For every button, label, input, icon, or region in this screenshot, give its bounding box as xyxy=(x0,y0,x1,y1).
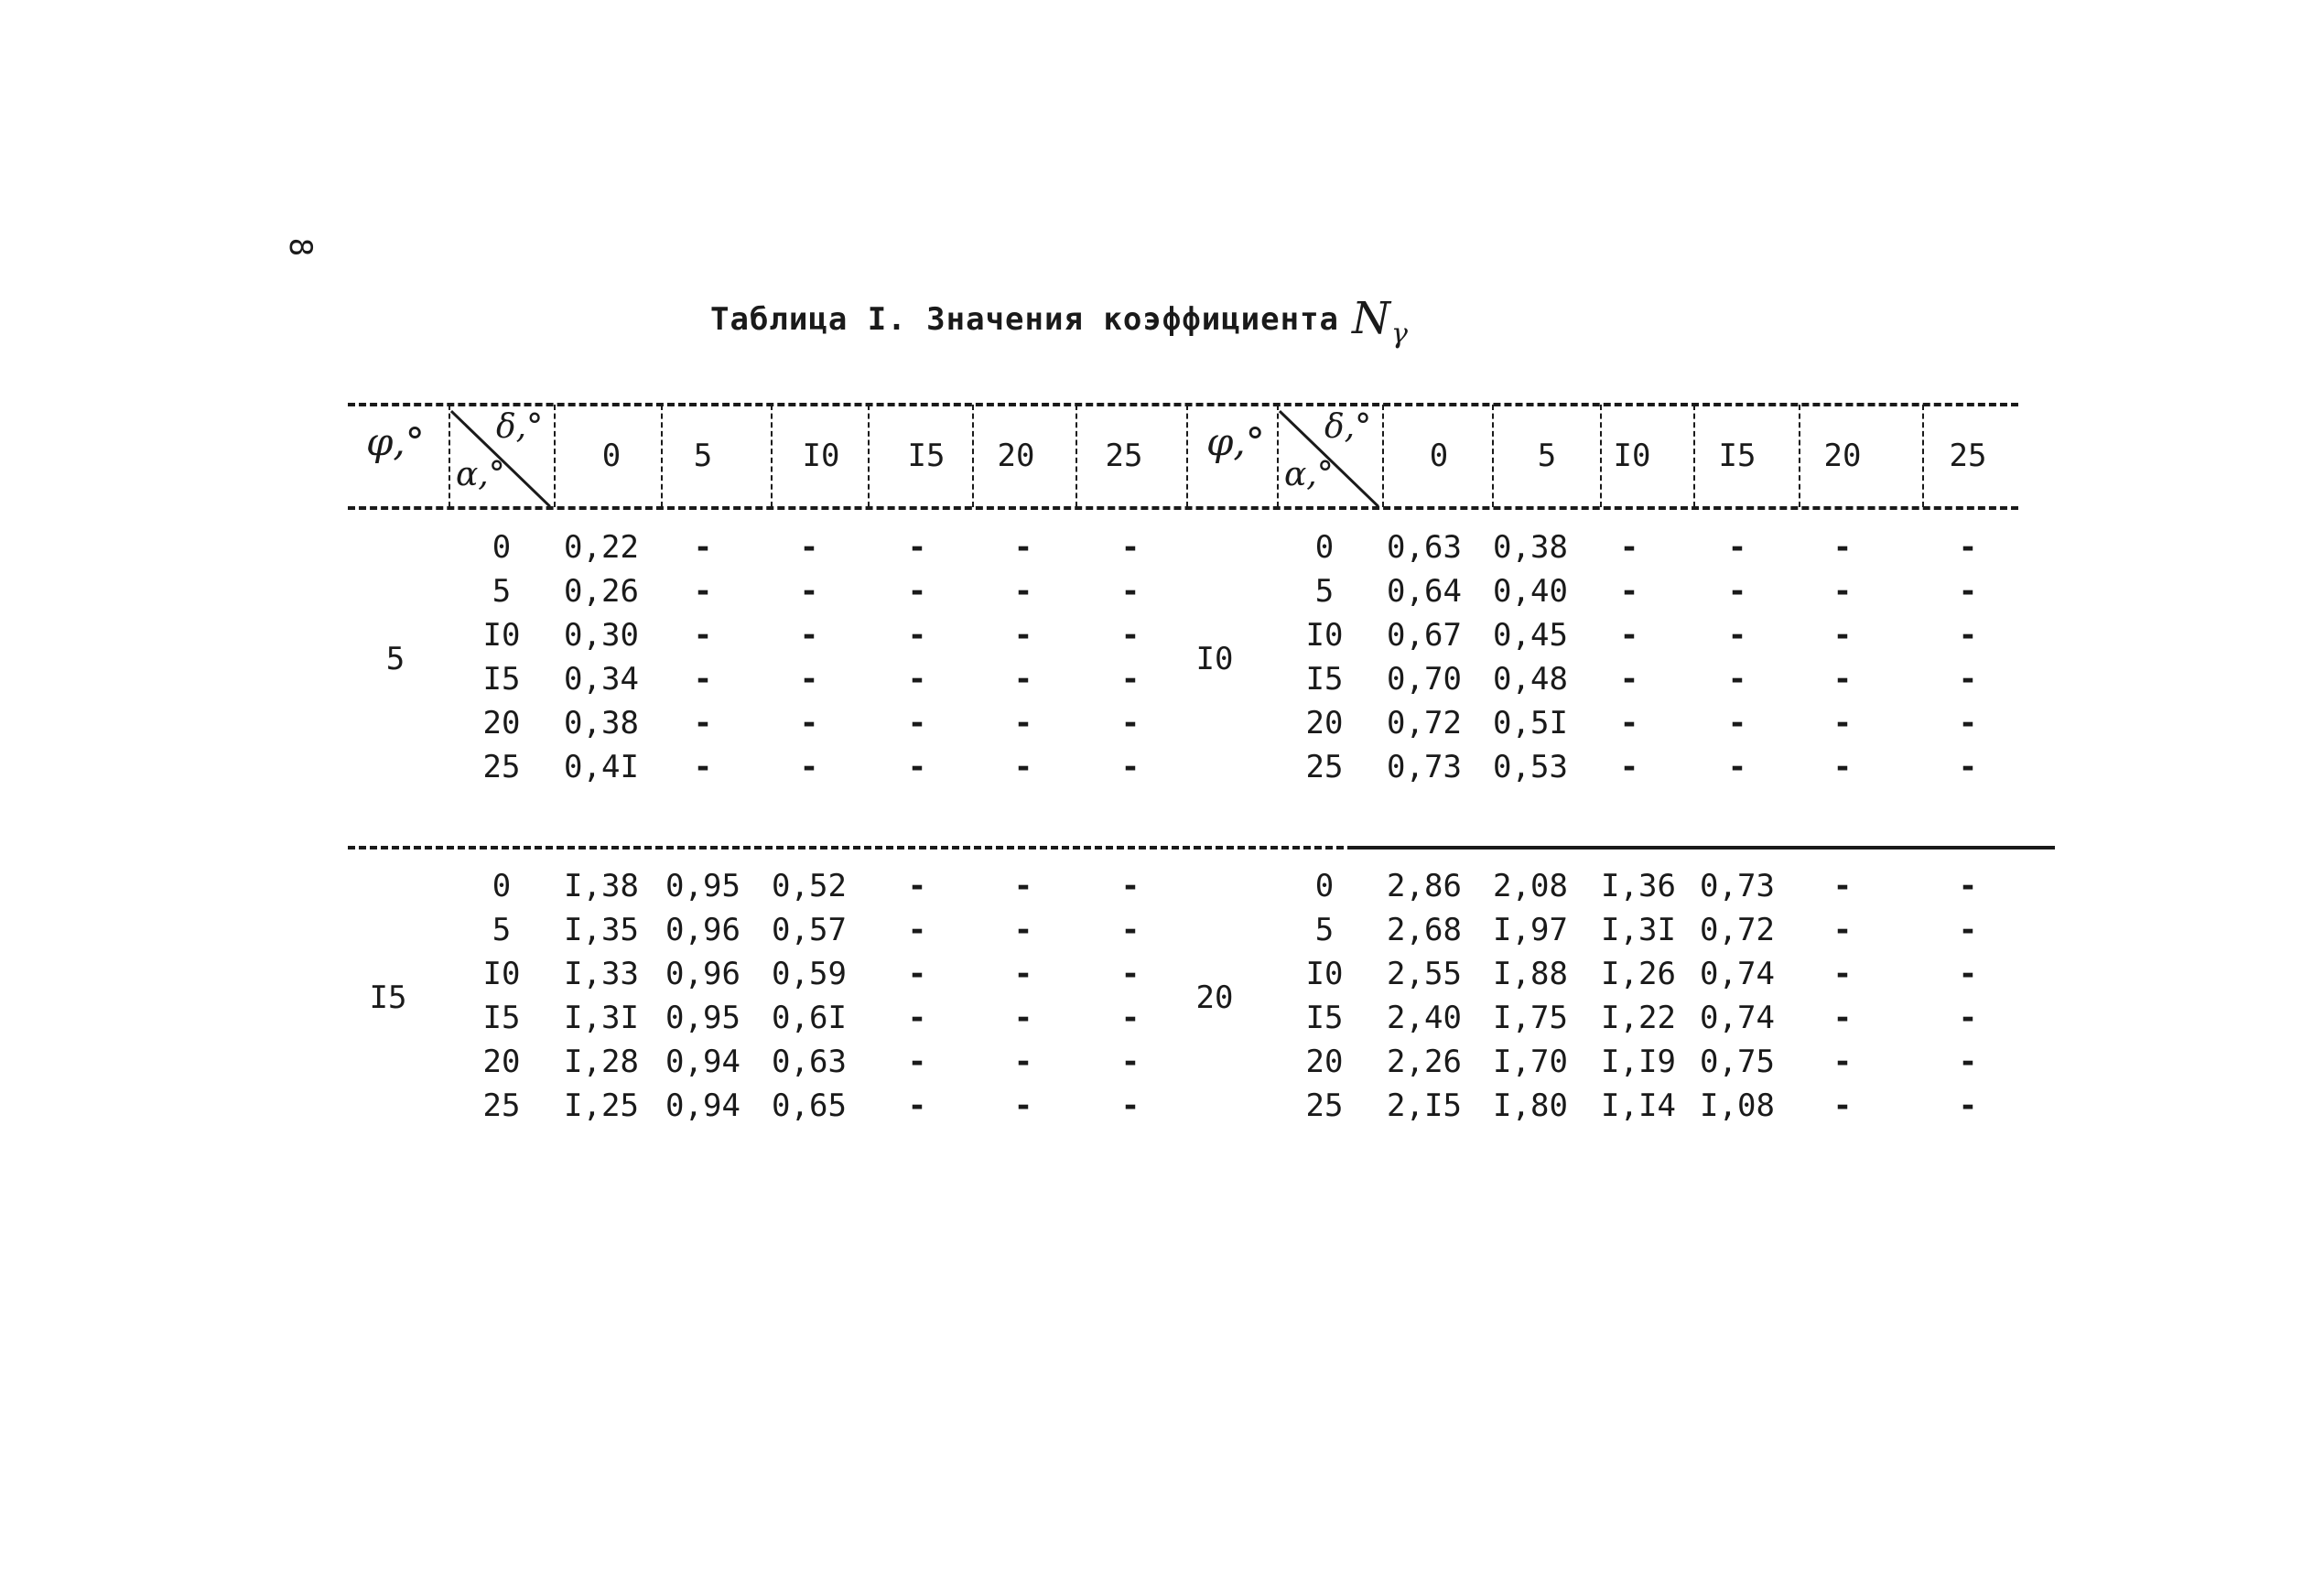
coefficient-value: 0,38 xyxy=(564,705,639,741)
coefficient-value: I,3I xyxy=(1601,912,1676,948)
empty-dash-cell: - xyxy=(1120,749,1140,785)
alpha-value: 5 xyxy=(492,912,512,948)
empty-dash-cell: - xyxy=(907,661,927,698)
delta-value-header: I5 xyxy=(1718,438,1757,474)
empty-dash-cell: - xyxy=(907,705,927,741)
empty-dash-cell: - xyxy=(907,1044,927,1080)
header-column-separator xyxy=(661,405,663,507)
empty-dash-cell: - xyxy=(1013,529,1033,566)
coefficient-value: I,33 xyxy=(564,956,639,992)
alpha-value: 0 xyxy=(1314,868,1335,904)
coefficient-value: I,75 xyxy=(1493,1000,1568,1036)
empty-dash-cell: - xyxy=(1619,617,1639,654)
empty-dash-cell: - xyxy=(1958,1087,1978,1124)
empty-dash-cell: - xyxy=(1013,573,1033,610)
empty-dash-cell: - xyxy=(907,749,927,785)
delta-header: δ,° xyxy=(1324,408,1372,446)
coefficient-value: 0,73 xyxy=(1387,749,1462,785)
coefficient-value: 0,45 xyxy=(1493,617,1568,654)
alpha-value: I5 xyxy=(482,661,521,698)
coefficient-value: 0,38 xyxy=(1493,529,1568,566)
alpha-value: I0 xyxy=(482,617,521,654)
empty-dash-cell: - xyxy=(1832,705,1853,741)
empty-dash-cell: - xyxy=(1013,1000,1033,1036)
empty-dash-cell: - xyxy=(1120,617,1140,654)
empty-dash-cell: - xyxy=(907,956,927,992)
empty-dash-cell: - xyxy=(907,912,927,948)
empty-dash-cell: - xyxy=(1619,705,1639,741)
header-column-separator xyxy=(1492,405,1494,507)
empty-dash-cell: - xyxy=(1727,573,1747,610)
header-column-separator xyxy=(771,405,773,507)
alpha-value: I5 xyxy=(482,1000,521,1036)
empty-dash-cell: - xyxy=(907,573,927,610)
phi-value: I5 xyxy=(369,979,407,1017)
phi-value: 20 xyxy=(1195,979,1234,1017)
delta-header: δ,° xyxy=(496,408,544,446)
coefficient-value: 0,64 xyxy=(1387,573,1462,610)
empty-dash-cell: - xyxy=(1958,912,1978,948)
delta-value-header: I0 xyxy=(1613,438,1651,474)
alpha-value: 5 xyxy=(492,573,512,610)
alpha-value: 20 xyxy=(1305,1044,1344,1080)
empty-dash-cell: - xyxy=(1832,1087,1853,1124)
alpha-value: I0 xyxy=(482,956,521,992)
header-column-separator xyxy=(1600,405,1602,507)
page-number: 8 xyxy=(282,237,319,257)
alpha-value: 25 xyxy=(482,749,521,785)
coefficient-value: 0,6I xyxy=(772,1000,847,1036)
coefficient-value: 0,52 xyxy=(772,868,847,904)
delta-value-header: I0 xyxy=(802,438,840,474)
empty-dash-cell: - xyxy=(1958,1000,1978,1036)
empty-dash-cell: - xyxy=(1013,956,1033,992)
coefficient-value: I,38 xyxy=(564,868,639,904)
phi-header: φ,° xyxy=(1206,419,1265,464)
alpha-header: α,° xyxy=(1284,456,1334,493)
block-separator-rule-right xyxy=(1355,846,2055,849)
empty-dash-cell: - xyxy=(1727,617,1747,654)
empty-dash-cell: - xyxy=(1832,1000,1853,1036)
symbol-subscript: γ xyxy=(1391,318,1409,351)
alpha-value: 0 xyxy=(1314,529,1335,566)
empty-dash-cell: - xyxy=(1727,749,1747,785)
empty-dash-cell: - xyxy=(1120,1087,1140,1124)
coefficient-value: 0,63 xyxy=(1387,529,1462,566)
empty-dash-cell: - xyxy=(1958,573,1978,610)
empty-dash-cell: - xyxy=(1619,573,1639,610)
empty-dash-cell: - xyxy=(1013,868,1033,904)
coefficient-value: 0,65 xyxy=(772,1087,847,1124)
table-title xyxy=(710,289,1409,351)
empty-dash-cell: - xyxy=(1958,661,1978,698)
coefficient-value: 0,72 xyxy=(1387,705,1462,741)
header-column-separator xyxy=(1693,405,1695,507)
coefficient-value: 0,5I xyxy=(1493,705,1568,741)
header-top-rule xyxy=(348,403,2018,406)
coefficient-value: 0,40 xyxy=(1493,573,1568,610)
title-text: Таблица I. Значения коэффициента xyxy=(710,301,1340,338)
empty-dash-cell: - xyxy=(1832,1044,1853,1080)
coefficient-value: 0,57 xyxy=(772,912,847,948)
coefficient-value: I,28 xyxy=(564,1044,639,1080)
coefficient-value: I,3I xyxy=(564,1000,639,1036)
empty-dash-cell: - xyxy=(1619,529,1639,566)
alpha-value: 25 xyxy=(482,1087,521,1124)
coefficient-symbol xyxy=(1352,293,1409,351)
empty-dash-cell: - xyxy=(1958,868,1978,904)
alpha-value: I5 xyxy=(1305,1000,1344,1036)
empty-dash-cell: - xyxy=(907,617,927,654)
empty-dash-cell: - xyxy=(1958,749,1978,785)
delta-value-header: 25 xyxy=(1105,438,1143,474)
empty-dash-cell: - xyxy=(1727,529,1747,566)
empty-dash-cell: - xyxy=(1619,661,1639,698)
empty-dash-cell: - xyxy=(1832,661,1853,698)
empty-dash-cell: - xyxy=(1958,617,1978,654)
coefficient-value: 0,4I xyxy=(564,749,639,785)
coefficient-value: 0,59 xyxy=(772,956,847,992)
empty-dash-cell: - xyxy=(1832,868,1853,904)
coefficient-value: 2,55 xyxy=(1387,956,1462,992)
alpha-value: I5 xyxy=(1305,661,1344,698)
coefficient-value: 2,68 xyxy=(1387,912,1462,948)
empty-dash-cell: - xyxy=(1727,705,1747,741)
phi-header: φ,° xyxy=(366,419,425,464)
header-column-separator xyxy=(1922,405,1924,507)
delta-value-header: 0 xyxy=(1429,438,1449,474)
coefficient-value: I,22 xyxy=(1601,1000,1676,1036)
coefficient-value: I,80 xyxy=(1493,1087,1568,1124)
coefficient-value: 0,96 xyxy=(665,956,740,992)
coefficient-value: I,88 xyxy=(1493,956,1568,992)
alpha-value: I0 xyxy=(1305,617,1344,654)
empty-dash-cell: - xyxy=(1013,705,1033,741)
empty-dash-cell: - xyxy=(1013,617,1033,654)
coefficient-value: I,I4 xyxy=(1601,1087,1676,1124)
header-column-separator xyxy=(1186,405,1188,507)
coefficient-value: I,36 xyxy=(1601,868,1676,904)
coefficient-value: 2,08 xyxy=(1493,868,1568,904)
empty-dash-cell: - xyxy=(693,617,713,654)
alpha-value: I0 xyxy=(1305,956,1344,992)
header-bottom-rule xyxy=(348,506,2018,510)
coefficient-value: 0,72 xyxy=(1700,912,1775,948)
phi-value: 5 xyxy=(385,641,405,678)
coefficient-value: 0,94 xyxy=(665,1044,740,1080)
alpha-value: 20 xyxy=(482,705,521,741)
header-column-separator xyxy=(972,405,974,507)
alpha-value: 0 xyxy=(492,529,512,566)
coefficient-value: I,08 xyxy=(1700,1087,1775,1124)
coefficient-value: 0,67 xyxy=(1387,617,1462,654)
empty-dash-cell: - xyxy=(1832,617,1853,654)
coefficient-value: I,35 xyxy=(564,912,639,948)
empty-dash-cell: - xyxy=(1013,1087,1033,1124)
alpha-value: 25 xyxy=(1305,749,1344,785)
empty-dash-cell: - xyxy=(693,573,713,610)
empty-dash-cell: - xyxy=(1013,661,1033,698)
empty-dash-cell: - xyxy=(1120,661,1140,698)
empty-dash-cell: - xyxy=(1013,912,1033,948)
empty-dash-cell: - xyxy=(907,1087,927,1124)
header-column-separator xyxy=(1799,405,1800,507)
delta-value-header: 5 xyxy=(1537,438,1557,474)
empty-dash-cell: - xyxy=(799,573,819,610)
coefficient-value: 0,74 xyxy=(1700,956,1775,992)
coefficient-value: 0,48 xyxy=(1493,661,1568,698)
empty-dash-cell: - xyxy=(1013,749,1033,785)
phi-value: I0 xyxy=(1195,641,1234,678)
empty-dash-cell: - xyxy=(799,705,819,741)
empty-dash-cell: - xyxy=(799,661,819,698)
coefficient-value: I,25 xyxy=(564,1087,639,1124)
coefficient-value: I,97 xyxy=(1493,912,1568,948)
empty-dash-cell: - xyxy=(799,617,819,654)
empty-dash-cell: - xyxy=(1958,705,1978,741)
alpha-header: α,° xyxy=(456,456,505,493)
empty-dash-cell: - xyxy=(693,705,713,741)
delta-value-header: 25 xyxy=(1949,438,1987,474)
empty-dash-cell: - xyxy=(693,529,713,566)
empty-dash-cell: - xyxy=(693,749,713,785)
coefficient-value: 0,26 xyxy=(564,573,639,610)
coefficient-value: 0,96 xyxy=(665,912,740,948)
delta-value-header: I5 xyxy=(907,438,946,474)
coefficient-value: I,I9 xyxy=(1601,1044,1676,1080)
empty-dash-cell: - xyxy=(907,868,927,904)
empty-dash-cell: - xyxy=(1120,705,1140,741)
empty-dash-cell: - xyxy=(1120,529,1140,566)
alpha-value: 20 xyxy=(1305,705,1344,741)
delta-value-header: 0 xyxy=(601,438,622,474)
coefficient-value: 0,34 xyxy=(564,661,639,698)
empty-dash-cell: - xyxy=(1958,956,1978,992)
coefficient-value: 0,63 xyxy=(772,1044,847,1080)
coefficient-value: 0,95 xyxy=(665,1000,740,1036)
alpha-value: 25 xyxy=(1305,1087,1344,1124)
header-column-separator xyxy=(554,405,556,507)
block-separator-rule xyxy=(348,846,1355,849)
coefficient-value: 0,75 xyxy=(1700,1044,1775,1080)
empty-dash-cell: - xyxy=(693,661,713,698)
header-column-separator xyxy=(1382,405,1384,507)
empty-dash-cell: - xyxy=(1832,749,1853,785)
empty-dash-cell: - xyxy=(799,749,819,785)
coefficient-value: 0,74 xyxy=(1700,1000,1775,1036)
empty-dash-cell: - xyxy=(1832,529,1853,566)
alpha-value: 5 xyxy=(1314,573,1335,610)
coefficient-value: 0,22 xyxy=(564,529,639,566)
empty-dash-cell: - xyxy=(1120,1000,1140,1036)
header-column-separator xyxy=(1277,405,1279,507)
coefficient-value: 0,95 xyxy=(665,868,740,904)
coefficient-value: 0,53 xyxy=(1493,749,1568,785)
coefficient-value: 2,26 xyxy=(1387,1044,1462,1080)
alpha-value: 20 xyxy=(482,1044,521,1080)
empty-dash-cell: - xyxy=(799,529,819,566)
coefficient-value: 0,70 xyxy=(1387,661,1462,698)
empty-dash-cell: - xyxy=(1619,749,1639,785)
coefficient-value: 0,30 xyxy=(564,617,639,654)
empty-dash-cell: - xyxy=(907,529,927,566)
coefficient-value: I,26 xyxy=(1601,956,1676,992)
empty-dash-cell: - xyxy=(1958,1044,1978,1080)
empty-dash-cell: - xyxy=(1013,1044,1033,1080)
empty-dash-cell: - xyxy=(1832,573,1853,610)
coefficient-value: 2,40 xyxy=(1387,1000,1462,1036)
empty-dash-cell: - xyxy=(1832,912,1853,948)
empty-dash-cell: - xyxy=(907,1000,927,1036)
alpha-value: 0 xyxy=(492,868,512,904)
coefficient-value: 0,73 xyxy=(1700,868,1775,904)
alpha-value: 5 xyxy=(1314,912,1335,948)
delta-value-header: 5 xyxy=(693,438,713,474)
coefficient-value: 2,I5 xyxy=(1387,1087,1462,1124)
header-column-separator xyxy=(868,405,870,507)
symbol-letter: N xyxy=(1352,293,1392,344)
empty-dash-cell: - xyxy=(1832,956,1853,992)
coefficient-value: I,70 xyxy=(1493,1044,1568,1080)
delta-value-header: 20 xyxy=(1823,438,1862,474)
coefficient-value: 0,94 xyxy=(665,1087,740,1124)
header-column-separator xyxy=(449,405,450,507)
coefficient-value: 2,86 xyxy=(1387,868,1462,904)
empty-dash-cell: - xyxy=(1727,661,1747,698)
header-column-separator xyxy=(1076,405,1077,507)
empty-dash-cell: - xyxy=(1120,573,1140,610)
empty-dash-cell: - xyxy=(1120,1044,1140,1080)
empty-dash-cell: - xyxy=(1120,956,1140,992)
empty-dash-cell: - xyxy=(1120,868,1140,904)
empty-dash-cell: - xyxy=(1958,529,1978,566)
empty-dash-cell: - xyxy=(1120,912,1140,948)
delta-value-header: 20 xyxy=(997,438,1035,474)
